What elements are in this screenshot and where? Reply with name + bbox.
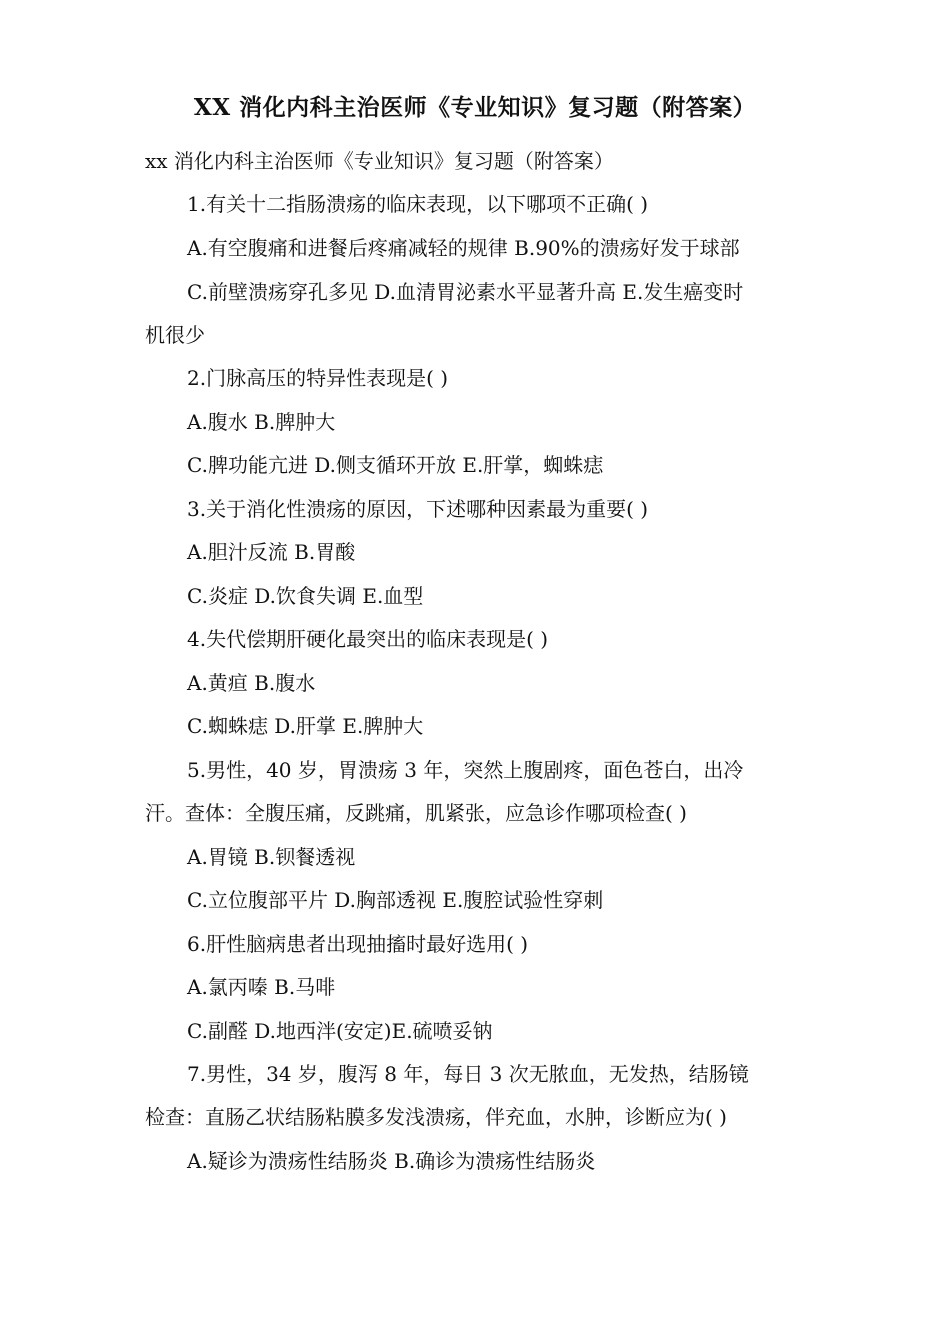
question-4-options-c-e: C.蜘蛛痣 D.肝掌 E.脾肿大: [187, 714, 424, 738]
question-1: 1.有关十二指肠溃疡的临床表现，以下哪项不正确( ): [187, 192, 649, 216]
question-1-options-continued: 机很少: [145, 323, 205, 347]
question-4: 4.失代偿期肝硬化最突出的临床表现是( ): [187, 627, 549, 651]
question-6-options-a-b: A.氯丙嗪 B.马啡: [187, 975, 336, 999]
question-2-options-a-b: A.腹水 B.脾肿大: [187, 410, 336, 434]
question-7-continued: 检查：直肠乙状结肠粘膜多发浅溃疡，伴充血，水肿，诊断应为( ): [145, 1105, 727, 1129]
question-3-options-a-b: A.胆汁反流 B.胃酸: [187, 540, 356, 564]
question-5: 5.男性，40 岁，胃溃疡 3 年，突然上腹剧疼，面色苍白，出冷: [187, 758, 744, 782]
question-7-options-a-b: A.疑诊为溃疡性结肠炎 B.确诊为溃疡性结肠炎: [187, 1149, 596, 1173]
question-7: 7.男性，34 岁，腹泻 8 年，每日 3 次无脓血，无发热，结肠镜: [187, 1062, 749, 1086]
document-subtitle: xx 消化内科主治医师《专业知识》复习题（附答案）: [145, 149, 614, 173]
question-5-options-a-b: A.胃镜 B.钡餐透视: [187, 845, 356, 869]
question-4-options-a-b: A.黄疸 B.腹水: [187, 671, 316, 695]
question-2-options-c-e: C.脾功能亢进 D.侧支循环开放 E.肝掌，蜘蛛痣: [187, 453, 604, 477]
question-5-continued: 汗。查体：全腹压痛，反跳痛，肌紧张，应急诊作哪项检查( ): [145, 801, 687, 825]
question-3-options-c-e: C.炎症 D.饮食失调 E.血型: [187, 584, 424, 608]
question-6-options-c-e: C.副醛 D.地西泮(安定)E.硫喷妥钠: [187, 1019, 493, 1043]
question-3: 3.关于消化性溃疡的原因，下述哪种因素最为重要( ): [187, 497, 649, 521]
question-1-options-a-b: A.有空腹痛和进餐后疼痛减轻的规律 B.90%的溃疡好发于球部: [187, 236, 740, 260]
question-2: 2.门脉高压的特异性表现是( ): [187, 366, 449, 390]
question-1-options-c-e: C.前壁溃疡穿孔多见 D.血清胃泌素水平显著升高 E.发生癌变时: [187, 280, 744, 304]
question-5-options-c-e: C.立位腹部平片 D.胸部透视 E.腹腔试验性穿刺: [187, 888, 604, 912]
question-6: 6.肝性脑病患者出现抽搐时最好选用( ): [187, 932, 529, 956]
document-title: XX 消化内科主治医师《专业知识》复习题（附答案）: [193, 94, 757, 121]
